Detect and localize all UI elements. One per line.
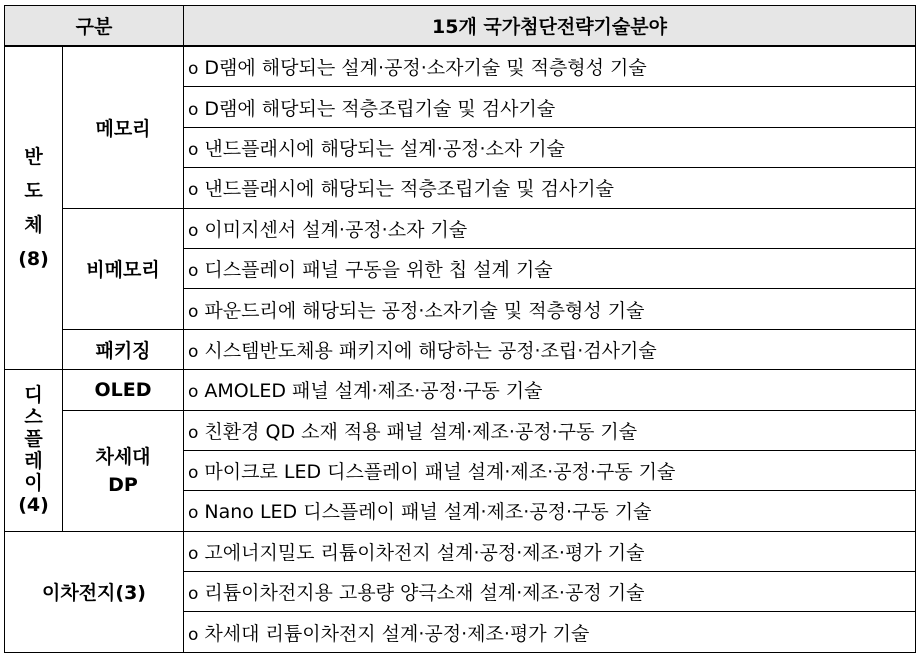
subcategory-oled: OLED — [63, 370, 184, 410]
bullet-icon: o — [188, 584, 199, 605]
category-char: 레 — [24, 450, 43, 473]
table-row — [5, 410, 916, 450]
bullet-icon: o — [188, 180, 199, 201]
category-count: (4) — [18, 494, 49, 517]
bullet-icon: o — [188, 463, 199, 484]
tech-item — [184, 370, 916, 410]
bullet-icon: o — [188, 422, 199, 443]
tech-item-text: 고에너지밀도 리튬이차전지 설계·공정·제조·평가 기술 — [204, 541, 645, 564]
tech-item — [184, 248, 916, 288]
bullet-icon: o — [188, 382, 199, 403]
tech-item-text: AMOLED 패널 설계·제조·공정·구동 기술 — [204, 380, 543, 403]
tech-item-text: D램에 해당되는 설계·공정·소자기술 및 적층형성 기술 — [204, 57, 647, 80]
category-display — [5, 370, 63, 532]
category-char: 도 — [24, 180, 43, 203]
tech-item — [184, 531, 916, 571]
tech-item — [184, 572, 916, 612]
tech-item-text: 낸드플래시에 해당되는 적층조립기술 및 검사기술 — [204, 178, 614, 201]
table-row — [5, 370, 916, 410]
tech-item — [184, 87, 916, 127]
bullet-icon: o — [188, 59, 199, 80]
tech-item — [184, 612, 916, 653]
tech-item-text: 낸드플래시에 해당되는 설계·공정·소자 기술 — [204, 137, 565, 160]
tech-item-text: D램에 해당되는 적층조립기술 및 검사기술 — [204, 97, 556, 120]
category-count: (8) — [18, 248, 49, 271]
category-char: 이 — [24, 472, 43, 495]
category-semiconductor — [5, 46, 63, 370]
category-char: 반 — [24, 146, 43, 169]
bullet-icon: o — [188, 99, 199, 120]
subcategory-memory: 메모리 — [63, 46, 184, 208]
tech-item-text: 친환경 QD 소재 적용 패널 설계·제조·공정·구동 기술 — [204, 420, 638, 443]
table-row — [5, 531, 916, 571]
subcategory-non-memory: 비메모리 — [63, 208, 184, 329]
subcategory-next-gen-dp — [63, 410, 184, 531]
tech-item-text: 리튬이차전지용 고용량 양극소재 설계·제조·공정 기술 — [204, 582, 645, 605]
bullet-icon: o — [188, 503, 199, 524]
header-tech-fields: 15개 국가첨단전략기술분야 — [184, 6, 916, 47]
bullet-icon: o — [188, 624, 199, 645]
subcategory-packaging: 패키징 — [63, 329, 184, 369]
tech-item-text: 마이크로 LED 디스플레이 패널 설계·제조·공정·구동 기술 — [204, 461, 676, 484]
bullet-icon: o — [188, 301, 199, 322]
header-row — [5, 6, 916, 47]
bullet-icon: o — [188, 261, 199, 282]
bullet-icon: o — [188, 220, 199, 241]
tech-item — [184, 450, 916, 490]
tech-item — [184, 168, 916, 208]
category-char: 체 — [24, 214, 43, 237]
tech-item-text: 시스템반도체용 패키지에 해당하는 공정·조립·검사기술 — [204, 339, 657, 362]
bullet-icon: o — [188, 341, 199, 362]
tech-item — [184, 46, 916, 87]
tech-item — [184, 127, 916, 167]
table-row — [5, 208, 916, 248]
table-row — [5, 329, 916, 369]
tech-item-text: Nano LED 디스플레이 패널 설계·제조·공정·구동 기술 — [204, 501, 652, 524]
subcategory-line: DP — [108, 473, 138, 496]
tech-item — [184, 208, 916, 248]
strategic-tech-table — [4, 5, 916, 653]
header-category: 구분 — [5, 6, 184, 47]
subcategory-line: 차세대 — [95, 445, 151, 468]
table-row — [5, 46, 916, 87]
tech-item-text: 파운드리에 해당되는 공정·소자기술 및 적층형성 기술 — [204, 299, 645, 322]
tech-item — [184, 289, 916, 329]
tech-item — [184, 491, 916, 531]
tech-item-text: 차세대 리튬이차전지 설계·공정·제조·평가 기술 — [204, 622, 590, 645]
tech-item-text: 디스플레이 패널 구동을 위한 칩 설계 기술 — [204, 259, 553, 282]
category-char: 디 — [24, 384, 43, 407]
category-char: 플 — [24, 428, 43, 451]
tech-item — [184, 410, 916, 450]
category-char: 스 — [24, 406, 43, 429]
bullet-icon: o — [188, 139, 199, 160]
tech-item — [184, 329, 916, 369]
bullet-icon: o — [188, 543, 199, 564]
category-secondary-battery: 이차전지(3) — [5, 531, 184, 652]
tech-item-text: 이미지센서 설계·공정·소자 기술 — [204, 218, 468, 241]
